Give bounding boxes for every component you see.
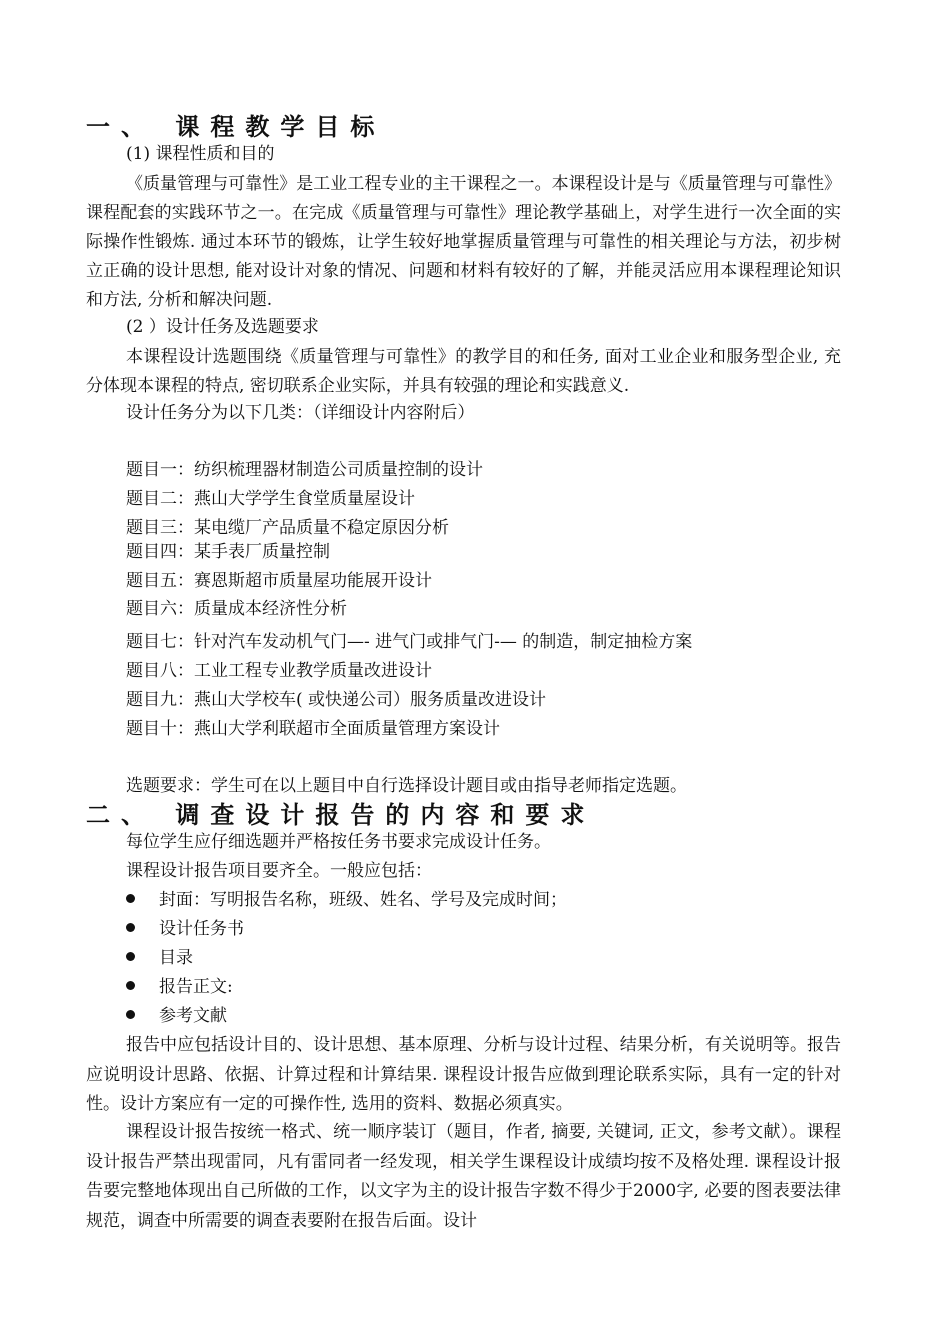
- bullet-icon: [126, 894, 135, 903]
- topic-item: 题目二：燕山大学学生食堂质量屋设计: [126, 489, 415, 509]
- topic-item: 题目六：质量成本经济性分析: [126, 599, 347, 619]
- selection-note: 选题要求：学生可在以上题目中自行选择设计题目或由指导老师指定选题。: [126, 776, 687, 796]
- list-item: 参考文献: [126, 1004, 227, 1028]
- section2-line2: 课程设计报告项目要齐全。一般应包括：: [126, 861, 432, 881]
- topic-item: 题目七：针对汽车发动机气门—- 进气门或排气门-— 的制造，制定抽检方案: [126, 632, 693, 652]
- topic-item: 题目三：某电缆厂产品质量不稳定原因分析: [126, 518, 449, 538]
- section2-para3: 报告中应包括设计目的、设计思想、基本原理、分析与设计过程、结果分析，有关说明等。报告应说明设计思路、依据、计算过程和计算结果. 课程设计报告应做到理论联系实际，具有一定的针对性。设计方案应有一定的可操作性, 选用的资料、数据必须真实。: [86, 1035, 841, 1114]
- section1-heading: 一、 课程教学目标: [86, 113, 386, 141]
- section1-sub1: (1) 课程性质和目的: [126, 144, 275, 164]
- section2-line1: 每位学生应仔细选题并严格按任务书要求完成设计任务。: [126, 832, 551, 852]
- section1-para1: 《质量管理与可靠性》是工业工程专业的主干课程之一。本课程设计是与《质量管理与可靠性》课程配套的实践环节之一。在完成《质量管理与可靠性》理论教学基础上，对学生进行一次全面的实际操作性锻炼. 通过本环节的锻炼，让学生较好地掌握质量管理与可靠性的相关理论与方法，初步树立正确的设计思想, 能对设计对象的情况、问题和材料有较好的了解，并能灵活应用本课程理论知识和方法, 分析和解决问题.: [86, 174, 841, 310]
- list-item: 封面：写明报告名称，班级、姓名、学号及完成时间；: [126, 888, 567, 912]
- topic-item: 题目四：某手表厂质量控制: [126, 542, 330, 562]
- bullet-icon: [126, 923, 135, 932]
- section1-para2: 本课程设计选题围绕《质量管理与可靠性》的教学目的和任务, 面对工业企业和服务型企业, 充分体现本课程的特点, 密切联系企业实际，并具有较强的理论和实践意义.: [86, 347, 841, 396]
- bullet-icon: [126, 981, 135, 990]
- list-item: 报告正文:: [126, 975, 233, 999]
- topic-item: 题目九：燕山大学校车( 或快递公司）服务质量改进设计: [126, 690, 547, 710]
- section2-heading: 二、 调查设计报告的内容和要求: [86, 801, 596, 829]
- section2-para4: 课程设计报告按统一格式、统一顺序装订（题目，作者, 摘要, 关键词, 正文，参考文献）。课程设计报告严禁出现雷同，凡有雷同者一经发现，相关学生课程设计成绩均按不及格处理. 课程设计报告要完整地体现出自己所做的工作，以文字为主的设计报告字数不得少于2000字, 必要的图表要法律规范，调查中所需要的调查表要附在报告后面。设计: [86, 1122, 841, 1231]
- bullet-icon: [126, 1010, 135, 1019]
- bullet-icon: [126, 952, 135, 961]
- topic-item: 题目十：燕山大学利联超市全面质量管理方案设计: [126, 719, 500, 739]
- topic-item: 题目八：工业工程专业教学质量改进设计: [126, 661, 432, 681]
- list-item: 目录: [126, 946, 193, 970]
- section1-sub2: (2 ）设计任务及选题要求: [126, 317, 319, 337]
- topic-item: 题目五：赛恩斯超市质量屋功能展开设计: [126, 571, 432, 591]
- tasks-intro: 设计任务分为以下几类：（详细设计内容附后）: [126, 403, 475, 423]
- topic-item: 题目一：纺织梳理器材制造公司质量控制的设计: [126, 460, 483, 480]
- list-item: 设计任务书: [126, 917, 244, 941]
